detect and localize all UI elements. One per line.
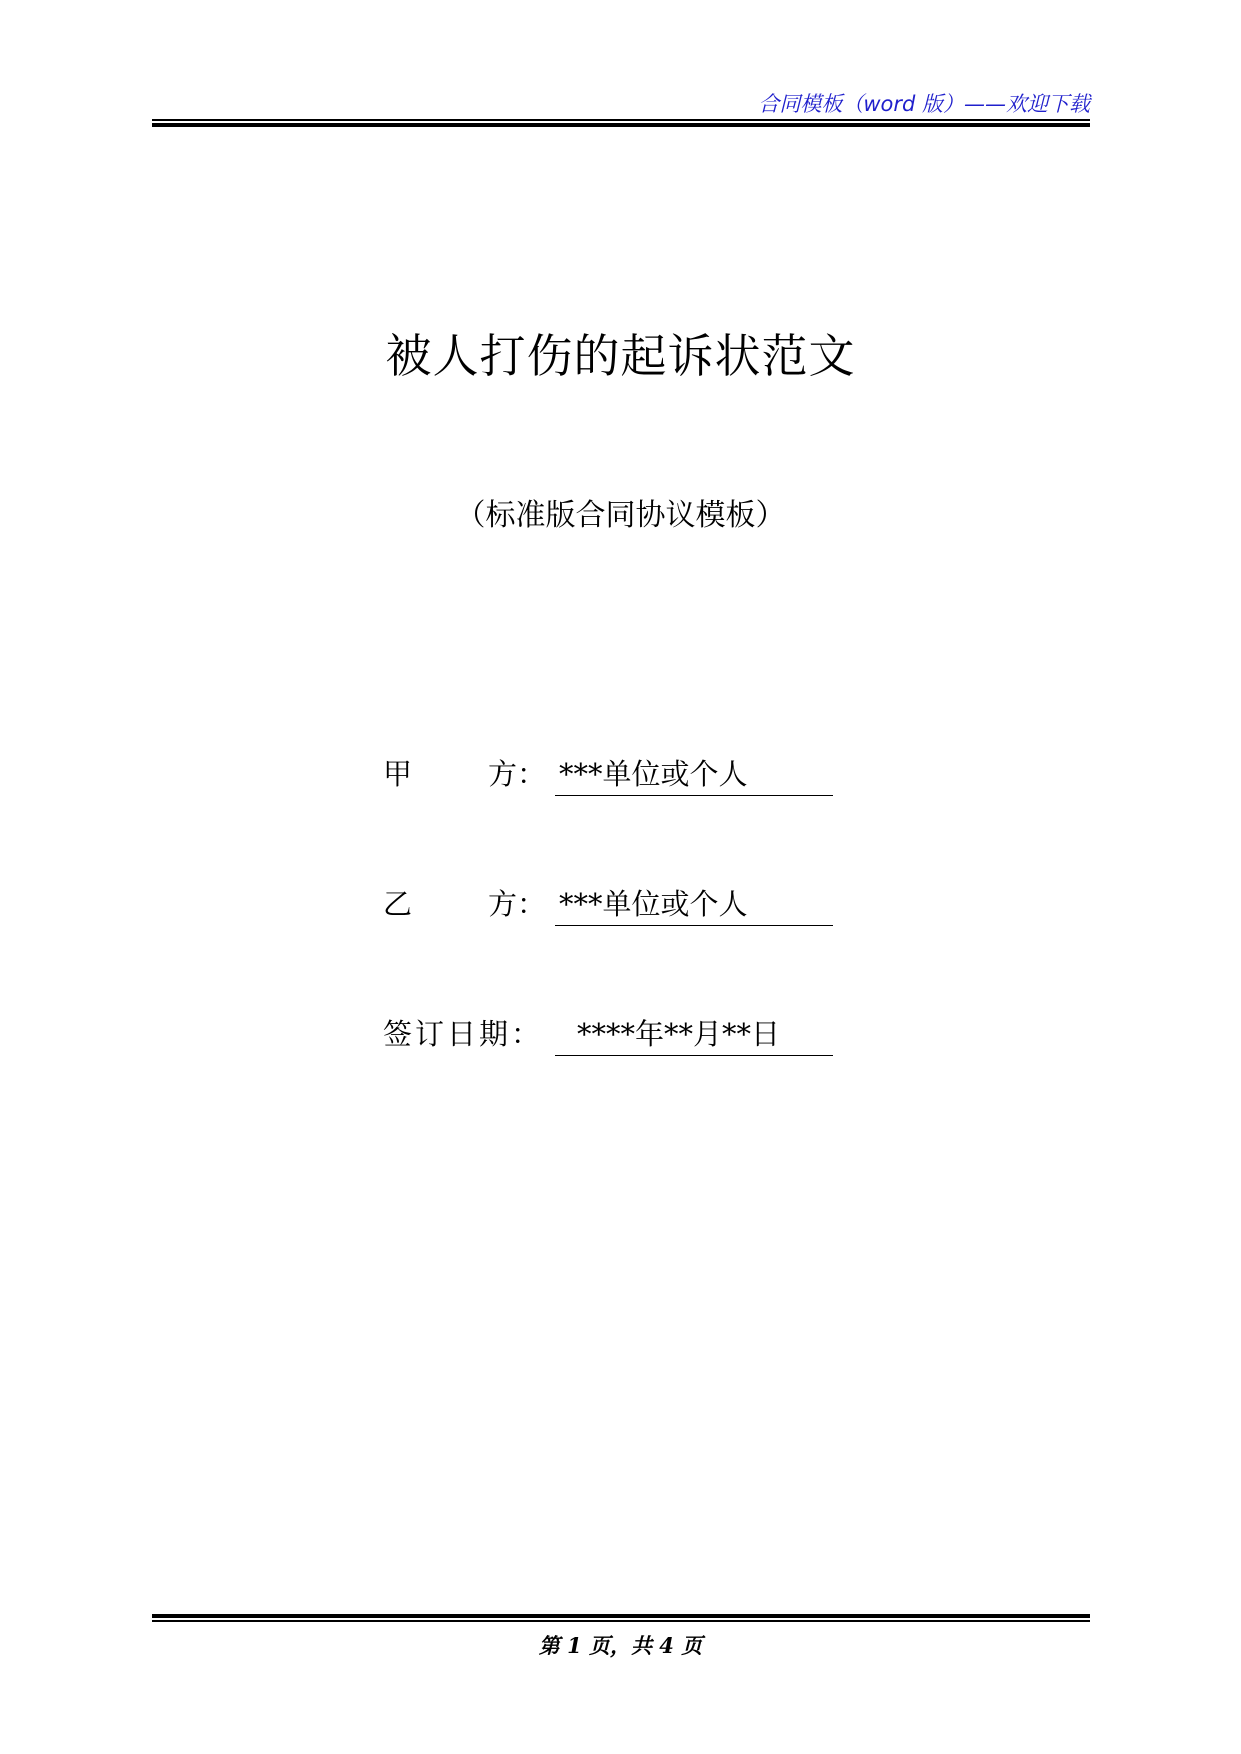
party-a-label-1: 甲 <box>383 757 413 791</box>
document-subtitle: （标准版合同协议模板） <box>455 498 786 533</box>
party-b-label-2: 方： <box>488 887 547 921</box>
header-rule <box>152 119 1090 127</box>
footer-rule <box>152 1614 1090 1622</box>
sign-date-value: ****年**月**日 <box>555 1012 833 1056</box>
sign-date-label: 签订日期： <box>383 1017 544 1051</box>
page-header: 合同模板（word 版）——欢迎下载 <box>758 92 1090 116</box>
party-a-value: ***单位或个人 <box>555 752 833 796</box>
footer-rule-thin <box>152 1620 1090 1622</box>
header-rule-thick <box>152 123 1090 127</box>
party-b-value: ***单位或个人 <box>555 882 833 926</box>
page-number: 第 1 页，共 4 页 <box>538 1633 703 1658</box>
party-a-label-2: 方： <box>488 757 547 791</box>
party-b-label-1: 乙 <box>383 887 413 921</box>
footer-rule-thick <box>152 1614 1090 1618</box>
header-rule-thin <box>152 119 1090 121</box>
document-title: 被人打伤的起诉状范文 <box>385 329 856 383</box>
